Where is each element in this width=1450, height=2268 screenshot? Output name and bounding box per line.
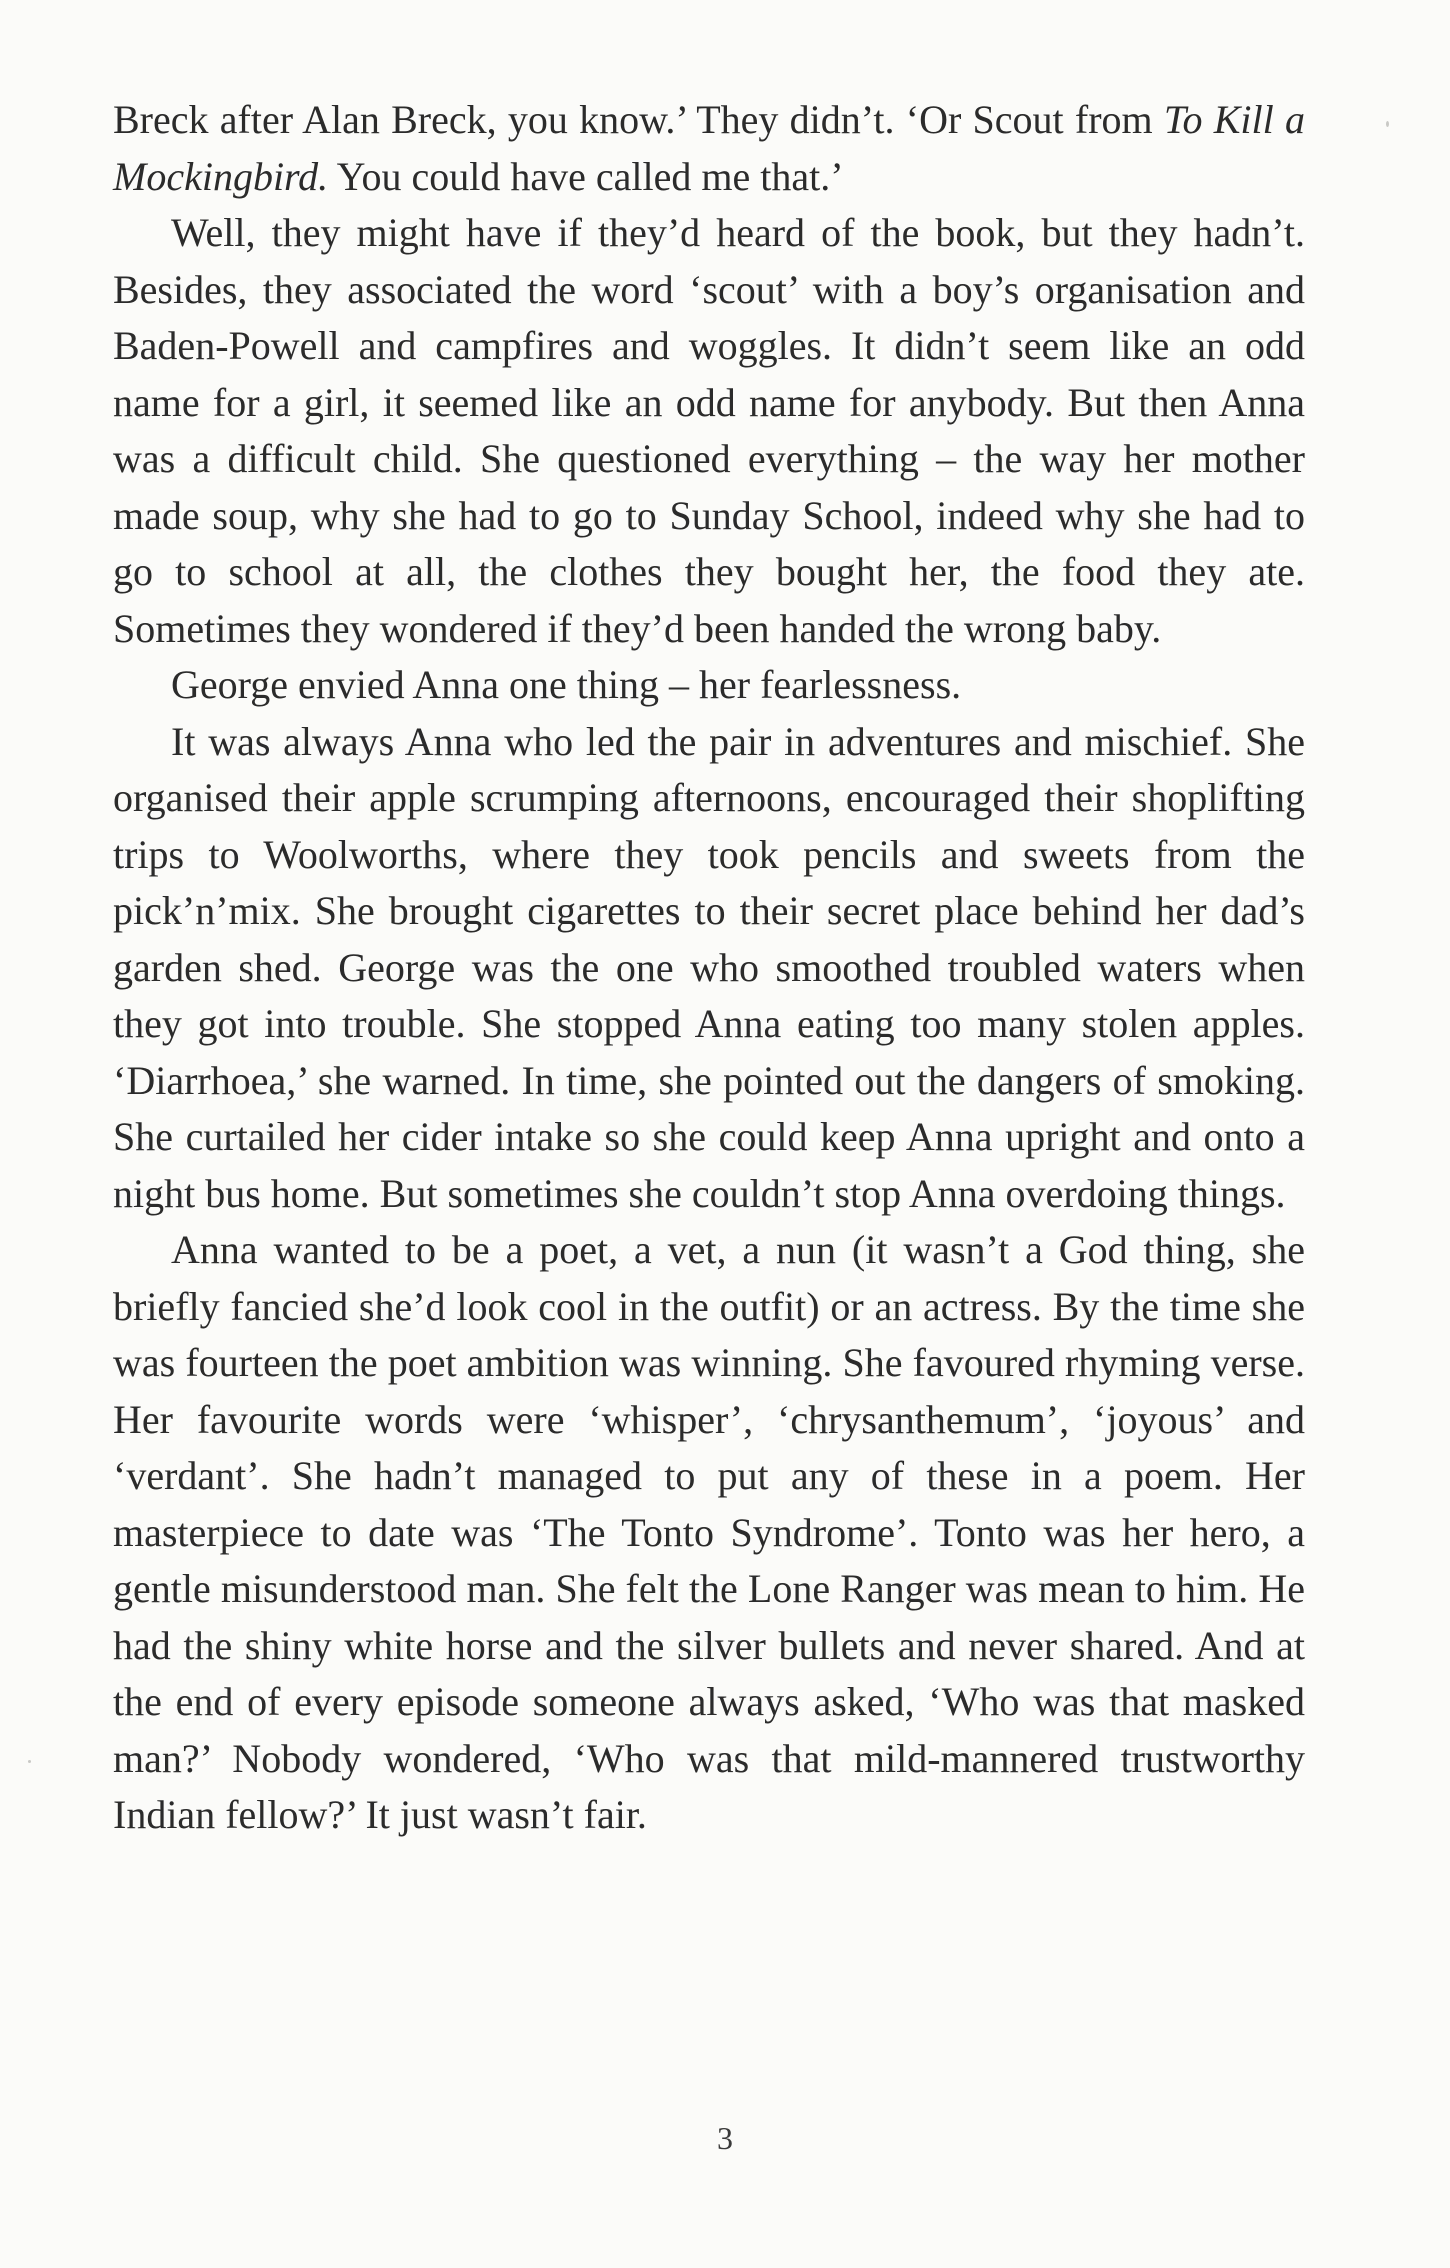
paragraph-text: Well, they might have if they’d heard of the book, but they hadn’t. Besides, they associated the word ‘scout’ with a boy’s organisation and Baden-Powell and campfires and woggles. It didn’t seem like an odd name for a girl, it seemed like an odd name for anybody. But then Anna was a difficult child. She questioned everything – the way her mother made soup, why she had to go to Sunday School, indeed why she had to go to school at all, the clothes they bought her, the food they ate. Sometimes they wondered if they’d been handed the wrong baby.: [113, 210, 1305, 651]
paragraph: [113, 205, 1305, 657]
body-text: [113, 92, 1305, 1844]
paragraph: [113, 92, 1305, 205]
paper-speck: [28, 1760, 31, 1763]
paragraph: [113, 714, 1305, 1223]
paragraph: [113, 657, 1305, 714]
page-number: 3: [717, 2120, 733, 2156]
paragraph-text: Breck after Alan Breck, you know.’ They didn’t. ‘Or Scout from: [113, 97, 1164, 142]
paragraph-text: Anna wanted to be a poet, a vet, a nun (it wasn’t a God thing, she briefly fancied she’d look cool in the outfit) or an actress. By the time she was fourteen the poet ambition was winning. She favoured rhyming verse. Her favourite words were ‘whisper’, ‘chrysanthemum’, ‘joyous’ and ‘verdant’. She hadn’t managed to put any of these in a poem. Her masterpiece to date was ‘The Tonto Syndrome’. Tonto was her hero, a gentle misunderstood man. She felt the Lone Ranger was mean to him. He had the shiny white horse and the silver bullets and never shared. And at the end of every episode someone always asked, ‘Who was that masked man?’ Nobody wondered, ‘Who was that mild-mannered trustworthy Indian fellow?’ It just wasn’t fair.: [113, 1227, 1305, 1837]
paper-speck: [1386, 121, 1389, 127]
paragraph: [113, 1222, 1305, 1844]
italic-title-text: To Kill a Mockingbird.: [113, 97, 1305, 199]
paragraph-text: George envied Anna one thing – her fearlessness.: [171, 662, 962, 707]
paragraph-text: You could have called me that.’: [328, 153, 844, 199]
paragraph-text: It was always Anna who led the pair in adventures and mischief. She organised their apple scrumping afternoons, encouraged their shoplifting trips to Woolworths, where they took pencils and sweets from the pick’n’mix. She brought cigarettes to their secret place behind her dad’s garden shed. George was the one who smoothed troubled waters when they got into trouble. She stopped Anna eating too many stolen apples. ‘Diarrhoea,’ she warned. In time, she pointed out the dangers of smoking. She curtailed her cider intake so she could keep Anna upright and onto a night bus home. But sometimes she couldn’t stop Anna overdoing things.: [113, 718, 1305, 1216]
